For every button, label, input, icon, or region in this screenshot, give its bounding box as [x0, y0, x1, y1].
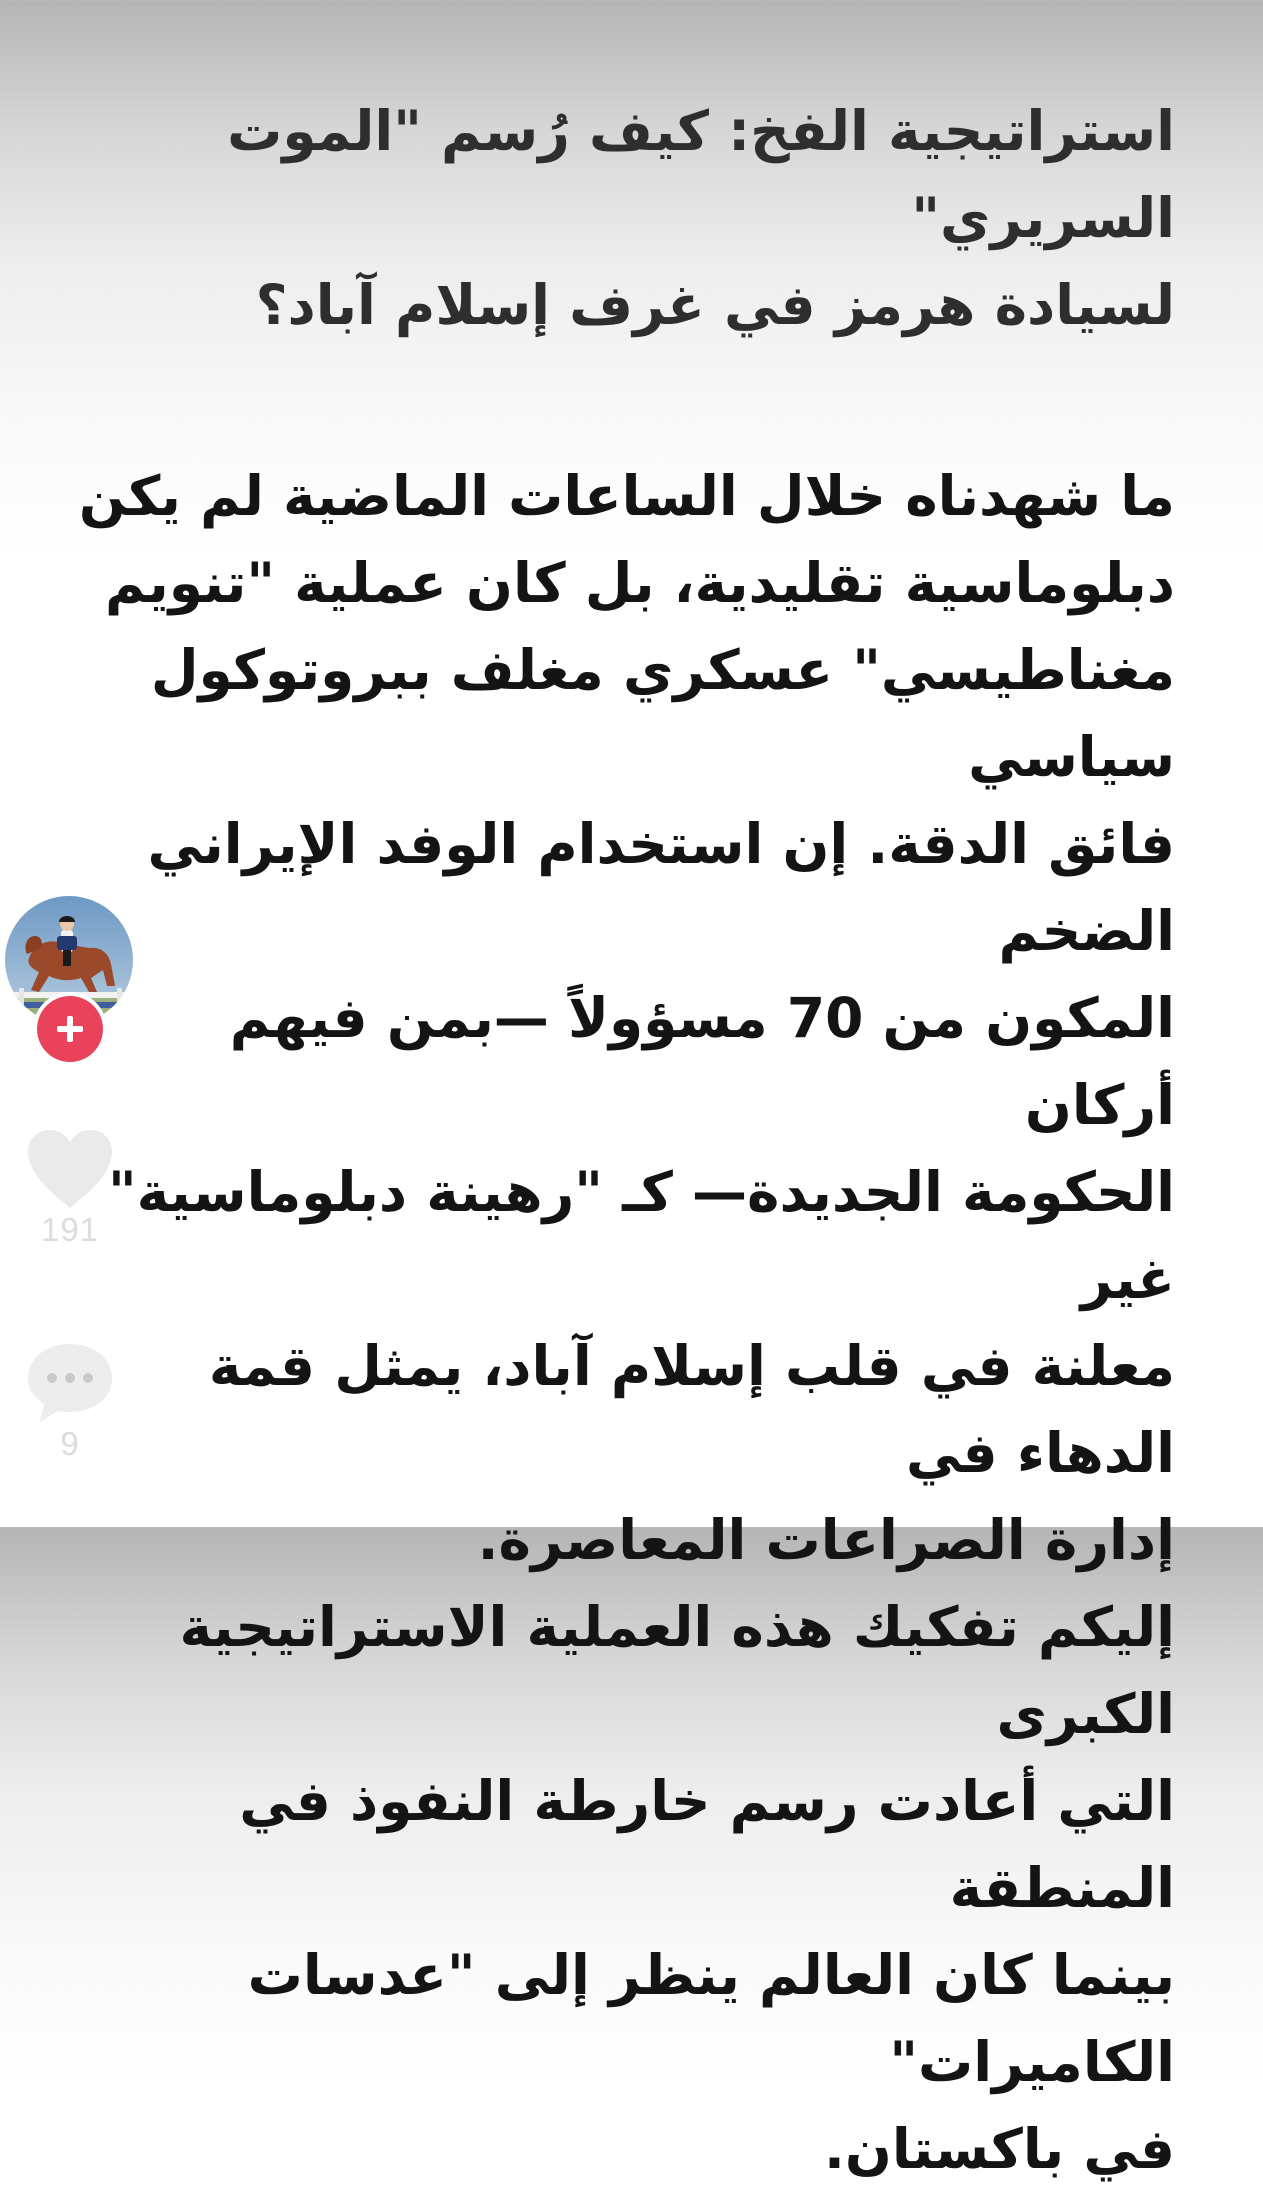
like-action: [18, 1126, 122, 1248]
post-body: ما شهدناه خلال الساعات الماضية لم يكن دبلوماسية تقليدية، بل كان عملية "تنويم مغناطيسي" عسكري مغلف ببروتوكول سياسي فائق الدقة. إن استخدام الوفد الإيراني الضخم المكون من 70 مسؤولاً —بمن فيهم أركان الحكومة الجديدة— كـ "رهينة دبلوماسية" غير معلنة في قلب إسلام آباد، يمثل قمة الدهاء في إدارة الصراعات المعاصرة. إليكم تفكيك هذه العملية الاستراتيجية الكبرى التي أعادت رسم خارطة النفوذ في المنطقة بينما كان العالم ينظر إلى "عدسات الكاميرات" في باكستان.: [78, 464, 1175, 2181]
like-count: 191: [40, 1211, 100, 1248]
comment-action: [18, 1340, 122, 1462]
post-text-content: [70, 88, 1175, 2193]
post-title: استراتيجية الفخ: كيف رُسم "الموت السريري" لسيادة هرمز في غرف إسلام آباد؟: [227, 99, 1175, 337]
heart-icon[interactable]: [24, 1126, 116, 1212]
chat-bubble-icon[interactable]: [24, 1340, 116, 1426]
author-avatar-group: [5, 896, 135, 1026]
comment-count: 9: [60, 1425, 80, 1462]
follow-button[interactable]: [37, 996, 103, 1062]
plus-icon: [54, 1013, 86, 1045]
